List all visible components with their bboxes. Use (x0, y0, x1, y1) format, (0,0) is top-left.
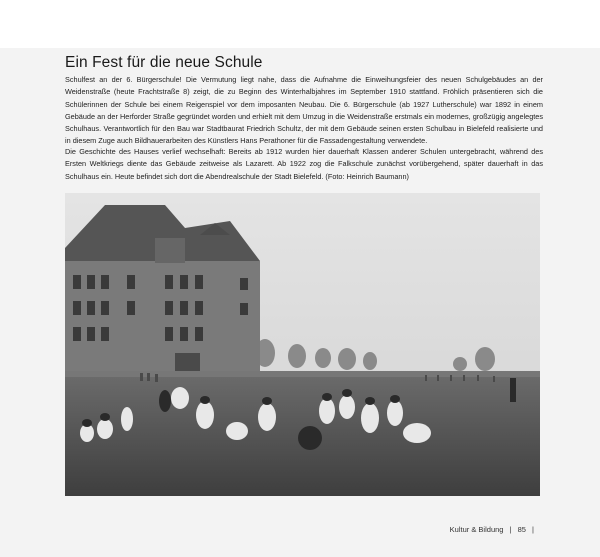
page-title: Ein Fest für die neue Schule (65, 54, 263, 71)
photo-illustration (65, 193, 540, 496)
footer-section: Kultur & Bildung (449, 525, 504, 534)
page-number: 85 (517, 525, 526, 534)
page-footer (450, 525, 538, 534)
historic-school-photo (65, 193, 540, 496)
body-paragraph-1: Schulfest an der 6. Bürgerschule! Die Vermutung liegt nahe, dass die Aufnahme die Einweihungsfeier des neuen Schulgebäudes an der Weidenstraße (heute Frachtstraße 8) zeigt, die zu Beginn des Winterhalbjahres im September 1910 stattfand. Fröhlich präsentieren sich die Schülerinnen der Schule bei einem Reigenspiel vor dem imposanten Neubau. Die 6. Bürgerschule (ab 1927 Lutherschule) war 1892 in einem Gebäude an der Herforder Straße gegründet worden und erhielt mit dem Umzug in die Weidenstraße erstmals ein modernes, großzügig angelegtes Schulhaus. Verantwortlich für den Bau war Stadtbaurat Friedrich Schultz, der mit dem Gebäude seinen ersten Schulbau in Bielefeld realisierte und in diesem Zuge auch Bildhauerarbeiten des Künstlers Hans Perathoner für die Fassadengestaltung verwendete. (65, 75, 543, 146)
top-margin (0, 0, 600, 48)
footer-end-separator: | (532, 525, 534, 534)
footer-separator: | (509, 525, 512, 534)
body-paragraph-2: Die Geschichte des Hauses verlief wechselhaft: Bereits ab 1912 wurden hier dauerhaft Klassen anderer Schulen untergebracht, während des Ersten Weltkriegs diente das Gebäude zeitweise als Lazarett. Ab 1922 zog die Falkschule zunächst vorübergehend, später dauerhaft in das Schulhaus ein. Heute befindet sich dort die Abendrealschule der Stadt Bielefeld. (Foto: Heinrich Baumann) (65, 147, 543, 181)
